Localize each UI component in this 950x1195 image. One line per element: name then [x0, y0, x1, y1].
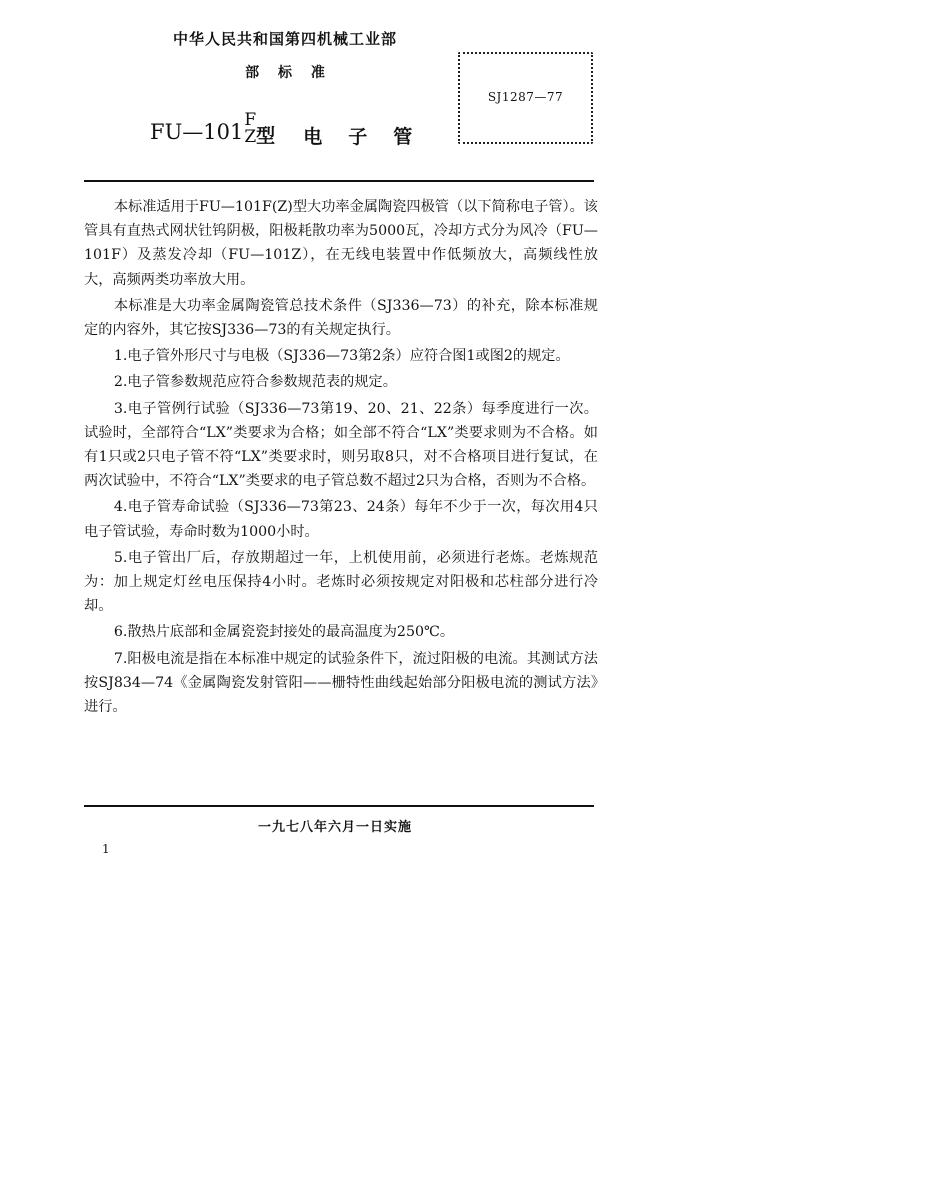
- standard-type-heading: 部 标 准: [245, 65, 325, 81]
- ministry-heading: 中华人民共和国第四机械工业部: [172, 30, 397, 48]
- top-divider: [84, 180, 594, 182]
- effective-date: 一九七八年六月一日实施: [257, 820, 412, 835]
- standard-code: SJ1287—77: [487, 90, 564, 104]
- clause-7: 7.阳极电流是指在本标准中规定的试验条件下，流过阳极的电流。其测试方法按SJ834—74《金属陶瓷发射管阳——栅特性曲线起始部分阳极电流的测试方法》进行。: [84, 650, 598, 716]
- title-variant: [244, 112, 256, 146]
- title-name: 电子管: [303, 126, 439, 148]
- document-body: [84, 195, 598, 721]
- clause-3: 3.电子管例行试验（SJ336—73第19、20、21、22条）每季度进行一次。试验时，全部符合“LX”类要求为合格；如全部不符合“LX”类要求则为不合格。如有1只或2只电子管不符“LX”类要求时，则另取8只，对不合格项目进行复试，在两次试验中，不符合“LX”类要求的电子管总数不超过2只为合格，否则为不合格。: [84, 400, 598, 490]
- clause-4: 4.电子管寿命试验（SJ336—73第23、24条）每年不少于一次，每次用4只电子管试验，寿命时数为1000小时。: [84, 499, 598, 540]
- title-model: FU—101: [150, 120, 244, 144]
- clause-5: 5.电子管出厂后，存放期超过一年，上机使用前，必须进行老炼。老炼规范为：加上规定灯丝电压保持4小时。老炼时必须按规定对阳极和芯柱部分进行冷却。: [84, 549, 598, 615]
- page-number: 1: [102, 842, 110, 856]
- title-type-char: 型: [256, 125, 276, 147]
- title-variant-air: F: [244, 110, 257, 130]
- clause-6: 6.散热片底部和金属瓷瓷封接处的最高温度为250℃。: [113, 624, 455, 641]
- document-title: [150, 112, 438, 162]
- clause-1: 1.电子管外形尺寸与电极（SJ336—73第2条）应符合图1或图2的规定。: [113, 348, 570, 365]
- bottom-divider: [84, 805, 594, 807]
- intro-paragraph: 本标准适用于FU—101F(Z)型大功率金属陶瓷四极管（以下简称电子管）。该管具有直热式网状钍钨阴极，阳极耗散功率为5000瓦，冷却方式分为风冷（FU—101F）及蒸发冷却（FU—101Z），在无线电装置中作低频放大，高频线性放大，高频两类功率放大用。: [84, 199, 598, 288]
- clause-2: 2.电子管参数规范应符合参数规范表的规定。: [113, 374, 397, 391]
- title-variant-vapor: Z: [244, 127, 257, 147]
- standard-number-box: [458, 52, 593, 144]
- scope-paragraph: 本标准是大功率金属陶瓷管总技术条件（SJ336—73）的补充，除本标准规定的内容外，其它按SJ336—73的有关规定执行。: [84, 297, 598, 339]
